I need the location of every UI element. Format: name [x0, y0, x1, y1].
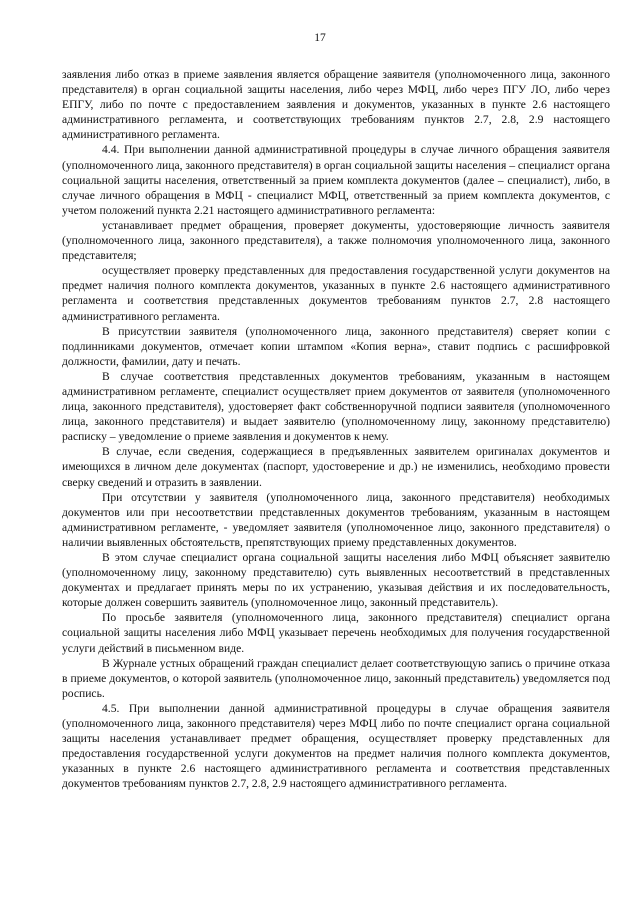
paragraph: заявления либо отказ в приеме заявления является обращение заявителя (уполномоченного лица, законного представителя) в орган социальной защиты населения, либо через МФЦ, либо через ПГУ ЛО, либо через ЕПГУ, либо по почте с предоставлением заявления и документов, указанных в пункте 2.6 настоящего административного регламента, и соответствующих требованиям пунктов 2.7, 2.8, 2.9 настоящего административного регламента. [62, 68, 610, 142]
paragraph: В этом случае специалист органа социальной защиты населения либо МФЦ объясняет заявителю (уполномоченному лицу, законному представителю) суть выявленных несоответствий в представленных документах и предлагает принять меры по их устранению, указывая действия и их последовательность, которые должен совершить заявитель (уполномоченное лицо, законный представитель). [62, 551, 610, 610]
paragraph: 4.5. При выполнении данной административной процедуры в случае обращения заявителя (уполномоченного лица, законного представителя) через МФЦ либо по почте специалист органа социальной защиты населения устанавливает предмет обращения, осуществляет проверку представленных для предоставления государственной услуги документов на предмет наличия полного комплекта документов, указанных в пункте 2.6 настоящего административного регламента и соответствия представленных документов требованиям пунктов 2.7, 2.8, 2.9 настоящего административного регламента. [62, 701, 610, 791]
page-number: 17 [314, 31, 326, 44]
paragraph: осуществляет проверку представленных для предоставления государственной услуги документов на предмет наличия полного комплекта документов, указанных в пункте 2.6 настоящего административного регламента и соответствия представленных документов требованиям пунктов 2.7, 2.8 настоящего административного регламента. [62, 264, 610, 323]
paragraph: В присутствии заявителя (уполномоченного лица, законного представителя) сверяет копии с подлинниками документов, отмечает копии штампом «Копия верна», ставит подпись с расшифровкой должности, фамилии, дату и печать. [62, 324, 610, 368]
paragraph: В случае, если сведения, содержащиеся в предъявленных заявителем оригиналах документов и имеющихся в личном деле документах (паспорт, удостоверение и др.) не изменились, необходимо провести сверку сведений и отразить в заявлении. [62, 445, 610, 489]
paragraph: устанавливает предмет обращения, проверяет документы, удостоверяющие личность заявителя (уполномоченного лица, законного представителя), а также полномочия уполномоченного лица, законного представителя; [62, 218, 610, 263]
paragraph: В случае соответствия представленных документов требованиям, указанным в настоящем административном регламенте, специалист осуществляет прием документов от заявителя (уполномоченного лица, законного представителя), удостоверяет факт собственноручной подписи заявителя (уполномоченного лица, законного представителя) и выдает заявителю (уполномоченному лицу, законному представителю) расписку – уведомление о приеме заявления и документов к нему. [62, 369, 610, 444]
paragraph: При отсутствии у заявителя (уполномоченного лица, законного представителя) необходимых документов или при несоответствии представленных документов требованиям, указанным в настоящем административном регламенте, - уведомляет заявителя (уполномоченное лицо, законного представителя) о наличии выявленных обстоятельств, препятствующих приему представленных документов. [62, 490, 610, 549]
paragraph: В Журнале устных обращений граждан специалист делает соответствующую запись о причине отказа в приеме документов, о которой заявитель (уполномоченное лицо, законный представитель) уведомляется под роспись. [62, 656, 610, 700]
paragraph: По просьбе заявителя (уполномоченного лица, законного представителя) специалист органа социальной защиты населения либо МФЦ указывает перечень необходимых для получения государственной услуги действий в письменном виде. [62, 611, 610, 655]
body-text [62, 67, 610, 792]
paragraph: 4.4. При выполнении данной административной процедуры в случае личного обращения заявителя (уполномоченного лица, законного представителя) в орган социальной защиты населения – специалист органа социальной защиты населения, ответственный за прием комплекта документов (далее – специалист), либо, в случае личного обращения в МФЦ - специалист МФЦ, ответственный за прием комплекта документов, с учетом положений пункта 2.21 настоящего административного регламента: [62, 143, 610, 217]
